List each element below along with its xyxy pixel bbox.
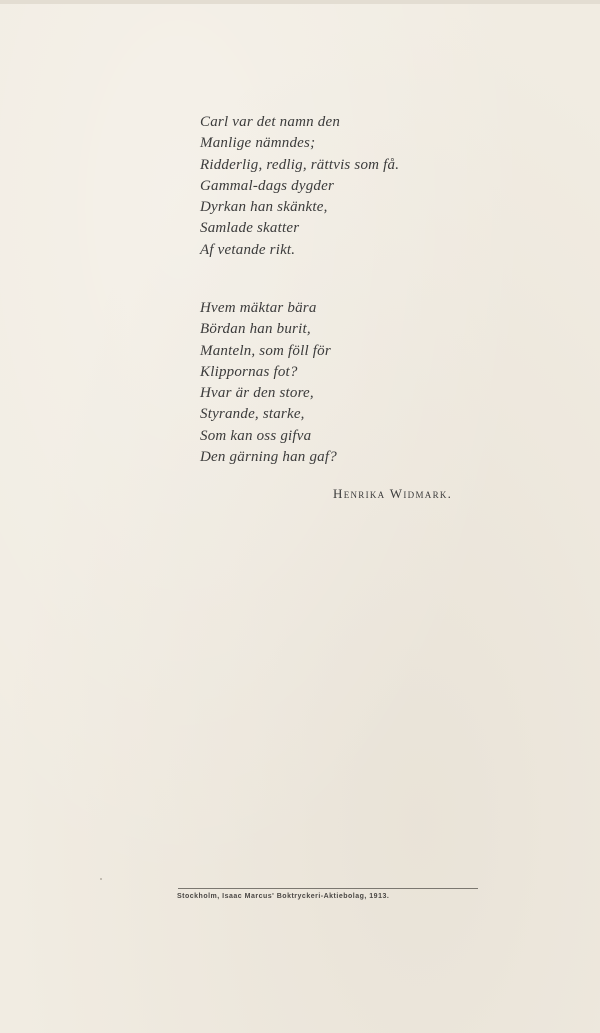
poem-line: Dyrkan han skänkte, [200,199,328,216]
poem-line: Den gärning han gaf? [200,449,337,466]
poem-line: Bördan han burit, [200,321,311,338]
poem-line: Gammal-dags dygder [200,177,335,194]
poem-line: Ridderlig, redlig, rättvis som få. [200,156,400,173]
poem-line: Styrande, starke, [200,406,305,423]
page-top-edge [0,0,600,4]
paper-speck [100,878,102,880]
poem-line: Carl var det namn den [200,114,341,130]
poem-stanza-1 [200,112,399,261]
footer-rule [178,888,478,889]
printer-imprint: Stockholm, Isaac Marcus' Boktryckeri-Aktiebolag, 1913. [177,893,390,900]
poem-line: Klippornas fot? [200,363,298,380]
poem-line: Som kan oss gifva [200,427,312,444]
poem-stanza-2 [200,298,337,468]
poem-line: Af vetande rikt. [200,241,296,258]
author-signature: Henrika Widmark. [333,486,453,501]
poem-line: Manlige nämndes; [200,135,316,152]
poem-line: Manteln, som föll för [200,342,331,359]
poem-line: Hvar är den store, [200,385,314,402]
poem-line: Hvem mäktar bära [200,300,317,316]
poem-line: Samlade skatter [200,220,300,237]
